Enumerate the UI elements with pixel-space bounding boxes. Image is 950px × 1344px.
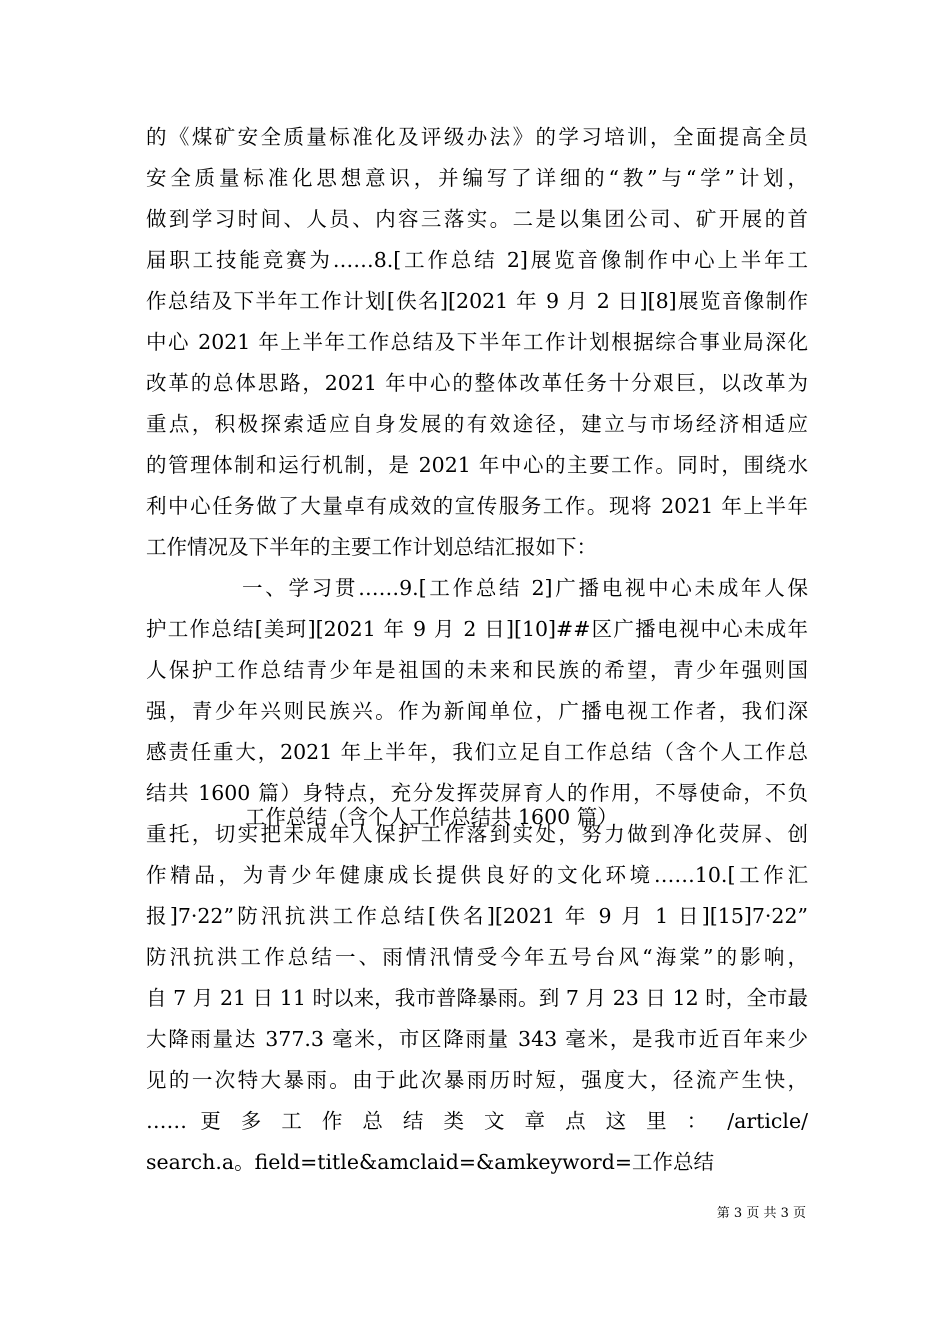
text-line: 报]7·22”防汛抗洪工作总结[佚名][2021 年 9 月 1 日][15]7·22” bbox=[146, 904, 808, 928]
text-line: 安全质量标准化思想意识，并编写了详细的“教”与“学”计划， bbox=[146, 166, 808, 190]
body-text bbox=[146, 117, 808, 1183]
text-line: 重点，积极探索适应自身发展的有效途径，建立与市场经济相适应 bbox=[146, 412, 808, 436]
text-line: 届职工技能竞赛为……8.[工作总结 2]展览音像制作中心上半年工 bbox=[146, 248, 808, 272]
text-line: 工作情况及下半年的主要工作计划总结汇报如下： bbox=[146, 535, 597, 559]
text-line: 利中心任务做了大量卓有成效的宣传服务工作。现将 2021 年上半年 bbox=[146, 494, 808, 518]
text-line: 中心 2021 年上半年工作总结及下半年工作计划根据综合事业局深化 bbox=[146, 330, 808, 354]
document-title: 工作总结（含个人工作总结共 1600 篇） bbox=[245, 805, 618, 829]
text-line: 感责任重大，2021 年上半年，我们立足自工作总结（含个人工作总 bbox=[146, 740, 808, 764]
text-line: 作精品，为青少年健康成长提供良好的文化环境……10.[工作汇 bbox=[146, 863, 808, 887]
search-url-text[interactable]: search.a。field=title&amclaid=&amkeyword=工作总结 bbox=[146, 1150, 715, 1174]
text-line: 改革的总体思路，2021 年中心的整体改革任务十分艰巨，以改革为 bbox=[146, 371, 808, 395]
text-line: 见的一次特大暴雨。由于此次暴雨历时短，强度大，径流产生快， bbox=[146, 1068, 808, 1092]
text-line: 结共 1600 篇）身特点，充分发挥荧屏育人的作用，不辱使命，不负 bbox=[146, 781, 808, 805]
text-line: 重托，切实把未成年人保护工作落到实处，努力做到净化荧屏、创 bbox=[146, 822, 808, 846]
text-line: 作总结及下半年工作计划[佚名][2021 年 9 月 2 日][8]展览音像制作 bbox=[146, 289, 808, 313]
page-number: 第 3 页 共 3 页 bbox=[716, 1206, 806, 1221]
text-line: 强，青少年兴则民族兴。作为新闻单位，广播电视工作者，我们深 bbox=[146, 699, 808, 723]
text-line: 一、学习贯……9.[工作总结 2]广播电视中心未成年人保 bbox=[242, 576, 808, 600]
text-line: 做到学习时间、人员、内容三落实。二是以集团公司、矿开展的首 bbox=[146, 207, 808, 231]
text-line: 防汛抗洪工作总结一、雨情汛情受今年五号台风“海棠”的影响， bbox=[146, 945, 808, 969]
text-line: 的《煤矿安全质量标准化及评级办法》的学习培训，全面提高全员 bbox=[146, 125, 808, 149]
more-articles-link[interactable]: …… 更 多 工 作 总 结 类 文 章 点 这 里 ： /article/ bbox=[146, 1109, 808, 1133]
text-line: 自 7 月 21 日 11 时以来，我市普降暴雨。到 7 月 23 日 12 时，全市最 bbox=[146, 986, 808, 1010]
text-line: 大降雨量达 377.3 毫米，市区降雨量 343 毫米，是我市近百年来少 bbox=[146, 1027, 808, 1051]
text-line: 人保护工作总结青少年是祖国的未来和民族的希望，青少年强则国 bbox=[146, 658, 808, 682]
text-line: 的管理体制和运行机制，是 2021 年中心的主要工作。同时，围绕水 bbox=[146, 453, 808, 477]
text-line: 护工作总结[美珂][2021 年 9 月 2 日][10]##区广播电视中心未成年 bbox=[146, 617, 808, 641]
